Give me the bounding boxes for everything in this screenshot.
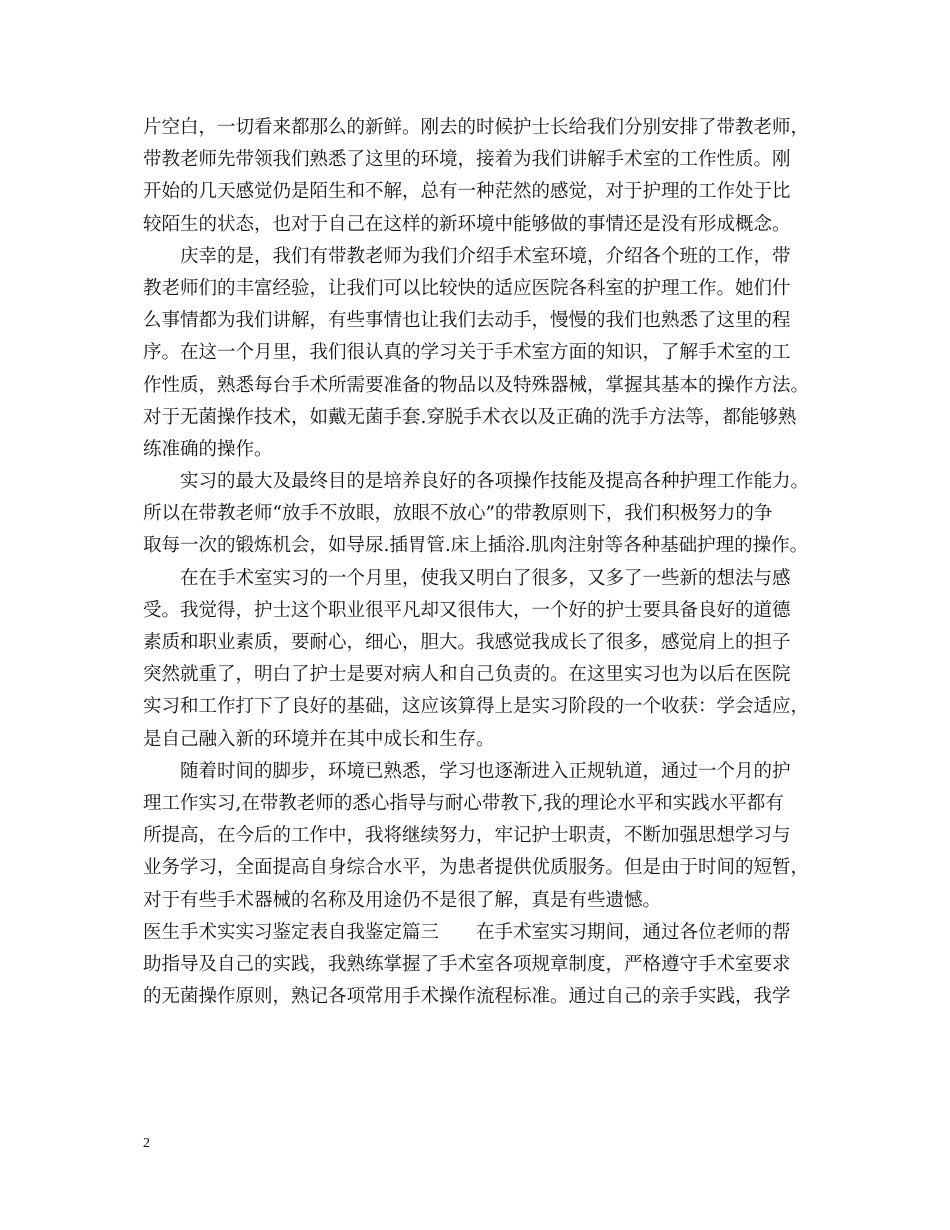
text-line: 是自己融入新的环境并在其中成长和生存。 (143, 728, 495, 750)
text-line: 助指导及自己的实践，我熟练掌握了手术室各项规章制度，严格遵守手术室要求 (143, 953, 791, 975)
text-line: 理工作实习,在带教老师的悉心指导与耐心带教下,我的理论水平和实践水平都有 (143, 792, 784, 814)
text-line: 教老师们的丰富经验，让我们可以比较快的适应医院各科室的护理工作。她们什 (143, 277, 791, 299)
text-line: 医生手术实实习鉴定表自我鉴定篇三 在手术室实习期间，通过各位老师的帮 (143, 921, 791, 943)
text-line: 业务学习，全面提高自身综合水平，为患者提供优质服务。但是由于时间的短暂， (143, 857, 810, 879)
text-line: 练准确的操作。 (143, 438, 273, 460)
text-line: 庆幸的是，我们有带教老师为我们介绍手术室环境，介绍各个班的工作，带 (143, 245, 791, 267)
text-line: 作性质，熟悉每台手术所需要准备的物品以及特殊器械，掌握其基本的操作方法。 (143, 374, 810, 396)
text-line: 么事情都为我们讲解，有些事情也让我们去动手，慢慢的我们也熟悉了这里的程 (143, 310, 791, 332)
text-line: 随着时间的脚步，环境已熟悉，学习也逐渐进入正规轨道，通过一个月的护 (143, 760, 791, 782)
text-line: 序。在这一个月里，我们很认真的学习关于手术室方面的知识，了解手术室的工 (143, 342, 791, 364)
text-line: 突然就重了，明白了护士是要对病人和自己负责的。在这里实习也为以后在医院 (143, 664, 791, 686)
text-line: 对于无菌操作技术，如戴无菌手套.穿脱手术衣以及正确的洗手方法等，都能够熟 (143, 406, 797, 428)
text-line: 较陌生的状态，也对于自己在这样的新环境中能够做的事情还是没有形成概念。 (143, 213, 791, 235)
text-line: 在在手术室实习的一个月里，使我又明白了很多，又多了一些新的想法与感 (143, 567, 791, 589)
text-line: 所提高，在今后的工作中，我将继续努力，牢记护士职责，不断加强思想学习与 (143, 825, 791, 847)
text-line: 的无菌操作原则，熟记各项常用手术操作流程标准。通过自己的亲手实践，我学 (143, 986, 791, 1008)
text-line: 受。我觉得，护士这个职业很平凡却又很伟大，一个好的护士要具备良好的道德 (143, 599, 791, 621)
text-line: 实习和工作打下了良好的基础，这应该算得上是实习阶段的一个收获：学会适应， (143, 696, 810, 718)
text-line: 素质和职业素质，要耐心，细心，胆大。我感觉我成长了很多，感觉肩上的担子 (143, 632, 791, 653)
text-line: 带教老师先带领我们熟悉了这里的环境，接着为我们讲解手术室的工作性质。刚 (143, 149, 791, 171)
text-line: 开始的几天感觉仍是陌生和不解，总有一种茫然的感觉，对于护理的工作处于比 (143, 181, 791, 203)
text-line: 对于有些手术器械的名称及用途仍不是很了解，真是有些遗憾。 (143, 889, 662, 911)
page-number: 2 (143, 1136, 150, 1151)
text-line: 实习的最大及最终目的是培养良好的各项操作技能及提高各种护理工作能力。 (143, 471, 810, 493)
text-line: 片空白，一切看来都那么的新鲜。刚去的时候护士长给我们分别安排了带教老师， (143, 117, 810, 138)
text-line: 取每一次的锻炼机会，如导尿.插胃管.床上插浴.肌肉注射等各种基础护理的操作。 (143, 535, 809, 557)
body-text (143, 112, 813, 1013)
text-line: 所以在带教老师“放手不放眼，放眼不放心”的带教原则下，我们积极努力的争 (143, 503, 773, 525)
